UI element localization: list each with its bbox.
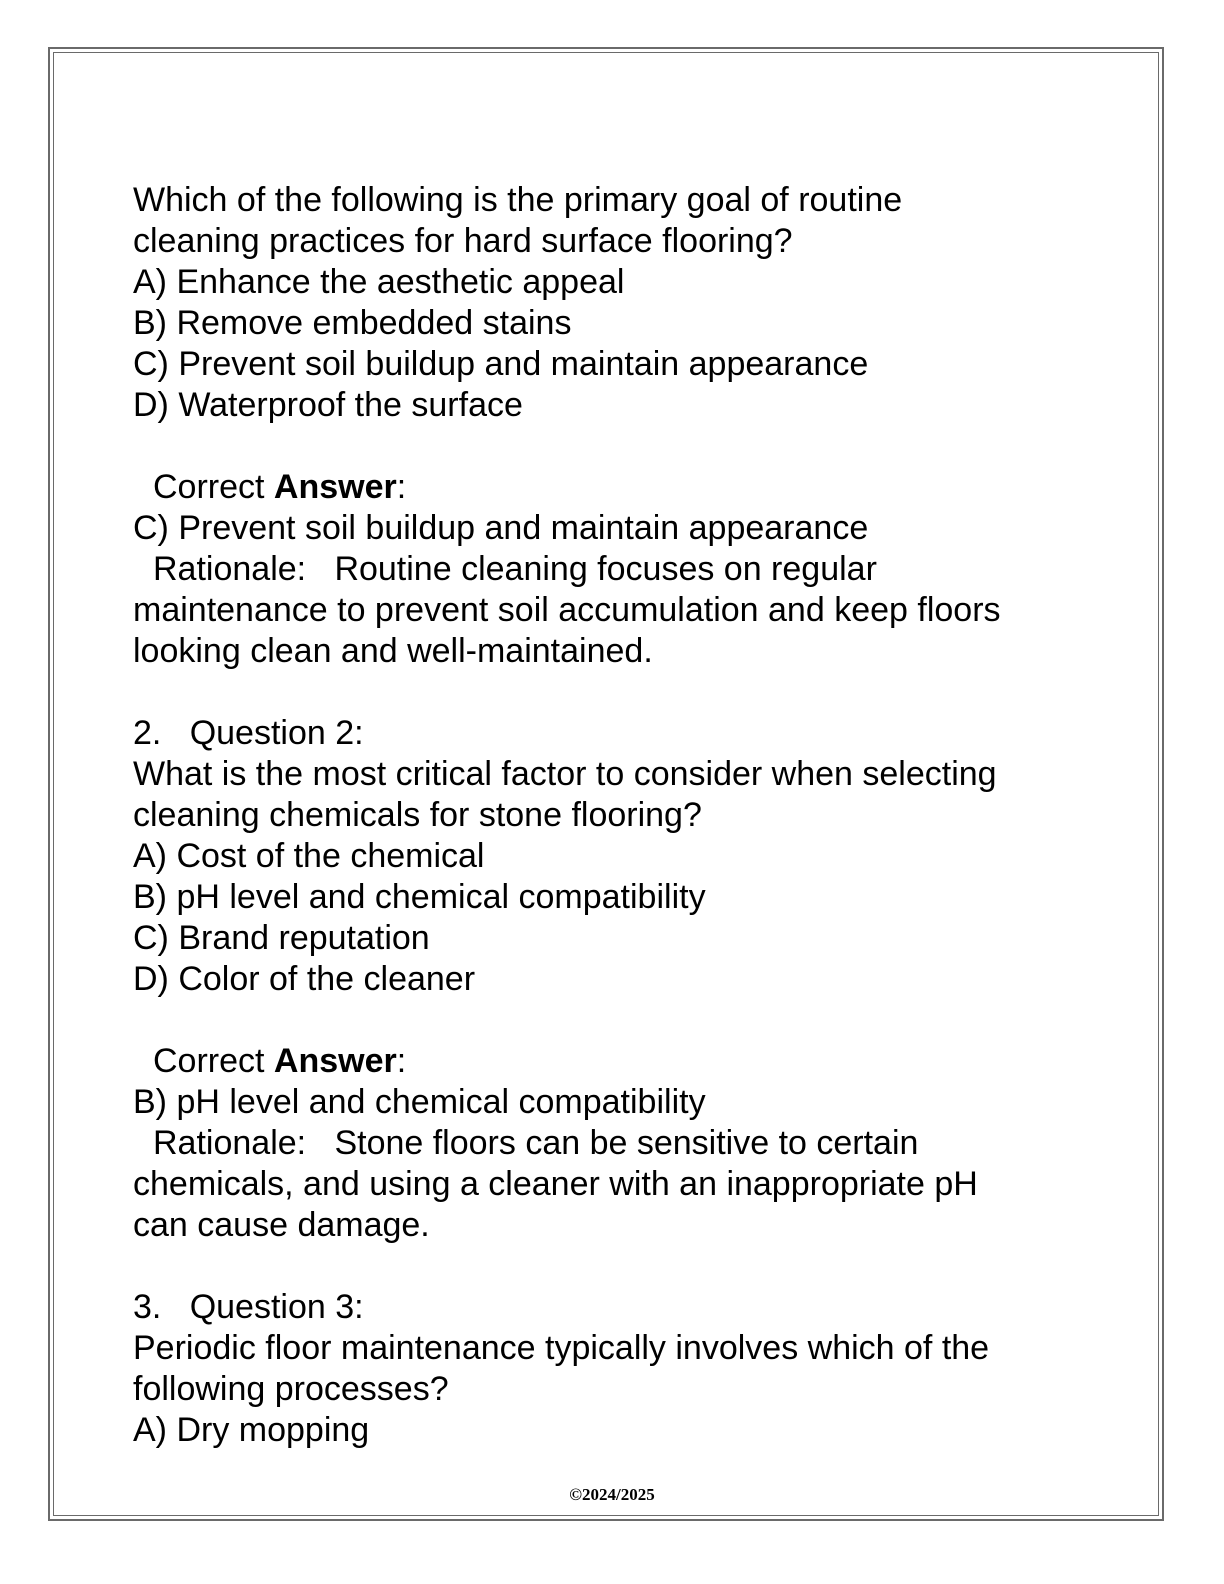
question-1-text-line-1: Which of the following is the primary goal of routine [133, 181, 903, 219]
correct-label-bold: Answer [273, 468, 397, 506]
question-1-option-c: C) Prevent soil buildup and maintain appearance [133, 345, 869, 383]
question-3-heading: 3. Question 3: [133, 1288, 364, 1326]
question-1-option-b: B) Remove embedded stains [133, 304, 572, 342]
question-1-rationale-line-2: maintenance to prevent soil accumulation and keep floors [133, 591, 1001, 629]
correct-label-suffix: : [396, 468, 407, 506]
question-2-heading: 2. Question 2: [133, 714, 364, 752]
question-2-rationale-line-2: chemicals, and using a cleaner with an inappropriate pH [133, 1165, 978, 1203]
question-2-correct-answer-label [133, 1041, 1093, 1082]
question-1-option-d: D) Waterproof the surface [133, 386, 523, 424]
document-body [133, 180, 1093, 1451]
question-2-rationale-line-1: Rationale: Stone floors can be sensitive to certain [153, 1124, 919, 1162]
correct-label-bold: Answer [273, 1042, 397, 1080]
question-1-answer: C) Prevent soil buildup and maintain appearance [133, 509, 869, 547]
question-2-option-a: A) Cost of the chemical [133, 837, 485, 875]
question-2-text-line-2: cleaning chemicals for stone flooring? [133, 796, 702, 834]
question-3-block [133, 1287, 1093, 1451]
question-2-block [133, 713, 1093, 1246]
question-1-correct-answer-label [133, 467, 1093, 508]
question-3-text-line-2: following processes? [133, 1370, 449, 1408]
question-1-text-line-2: cleaning practices for hard surface flooring? [133, 222, 793, 260]
question-2-rationale-line-3: can cause damage. [133, 1206, 430, 1244]
question-2-answer: B) pH level and chemical compatibility [133, 1083, 706, 1121]
question-2-text-line-1: What is the most critical factor to consider when selecting [133, 755, 997, 793]
question-2-option-d: D) Color of the cleaner [133, 960, 476, 998]
question-3-option-a: A) Dry mopping [133, 1411, 370, 1449]
question-2-option-b: B) pH level and chemical compatibility [133, 878, 706, 916]
question-1-rationale-line-1: Rationale: Routine cleaning focuses on regular [153, 550, 877, 588]
copyright-footer: ©2024/2025 [569, 1485, 655, 1504]
question-1-option-a: A) Enhance the aesthetic appeal [133, 263, 625, 301]
question-1-block [133, 180, 1093, 672]
correct-label-prefix: Correct [153, 468, 274, 506]
question-2-option-c: C) Brand reputation [133, 919, 430, 957]
correct-label-suffix: : [396, 1042, 407, 1080]
question-1-rationale-line-3: looking clean and well-maintained. [133, 632, 653, 670]
question-3-text-line-1: Periodic floor maintenance typically involves which of the [133, 1329, 990, 1367]
correct-label-prefix: Correct [153, 1042, 274, 1080]
